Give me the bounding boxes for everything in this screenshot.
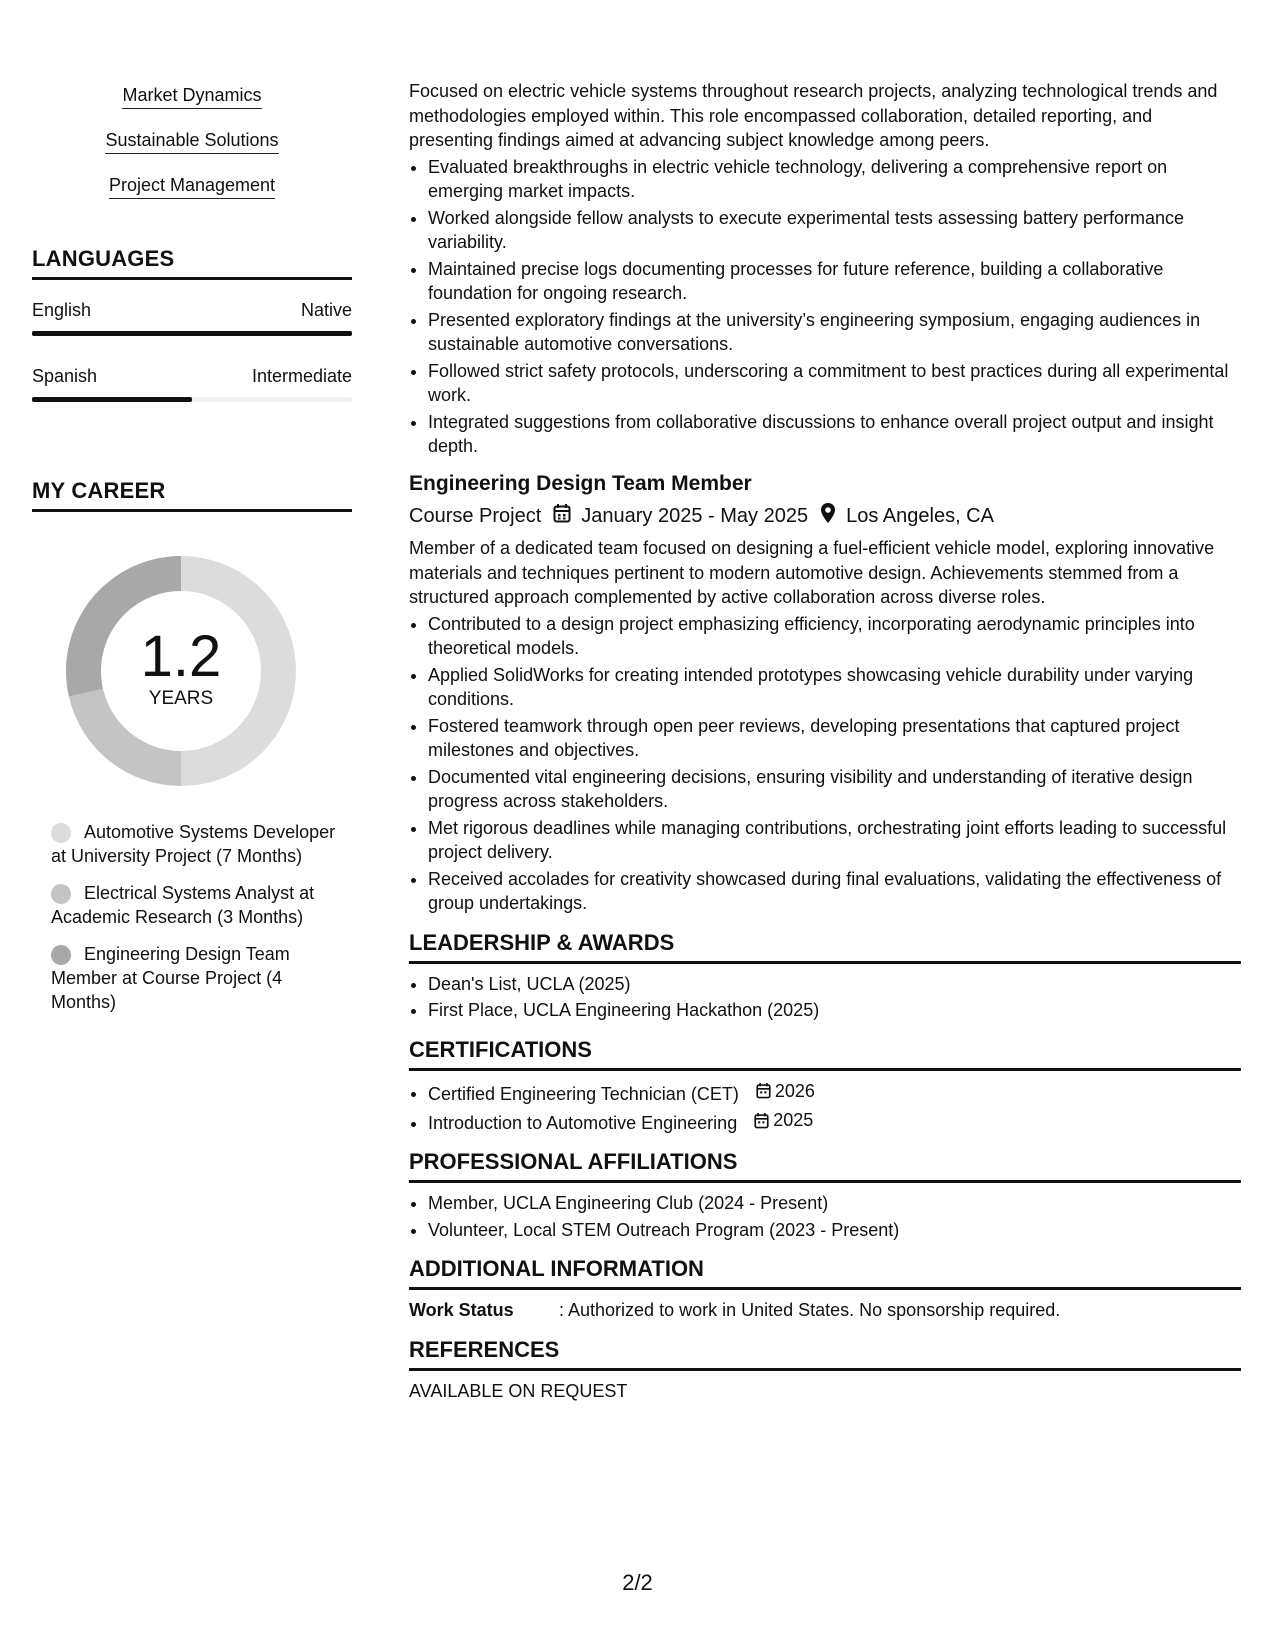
work-status-row [409,1298,1241,1323]
bullet-item: • Received accolades for creativity showcased during final evaluations, validating the effectiveness of group undertakings. [428,867,1241,916]
calendar-icon [754,1112,769,1129]
certification-item [428,1108,1241,1135]
language-bar-fill [32,397,192,402]
affiliation-item: • Member, UCLA Engineering Club (2024 - Present) [428,1191,1241,1216]
career-legend-item [51,820,341,868]
language-bar [32,331,352,336]
language-spanish [32,366,352,402]
career-legend-label: Automotive Systems Developer at University Project (7 Months) [51,822,336,866]
bullet-item: • Met rigorous deadlines while managing contributions, orchestrating joint efforts leading to successful project delivery. [428,816,1241,865]
certification-name: Certified Engineering Technician (CET) [428,1083,739,1104]
role-dates: January 2025 - May 2025 [581,504,809,527]
language-level: Native [300,300,352,320]
calendar-icon [553,503,571,530]
career-heading: MY CAREER [32,478,352,512]
skill-tag: Market Dynamics [122,85,261,109]
leadership-heading: LEADERSHIP & AWARDS [409,928,1241,964]
career-donut-chart [66,556,296,786]
map-pin-icon [820,502,836,531]
language-name: Spanish [32,366,98,386]
legend-dot [51,884,71,904]
bullet-item: • Contributed to a design project emphasizing efficiency, incorporating aerodynamic principles into theoretical models. [428,612,1241,661]
leadership-list [409,972,1241,1023]
bullet-item: • Worked alongside fellow analysts to execute experimental tests assessing battery performance variability. [428,206,1241,255]
calendar-icon [756,1082,771,1099]
language-bar-fill [32,331,352,336]
right-column [409,79,1241,1403]
work-status-value: : Authorized to work in United States. No sponsorship required. [559,1300,1061,1320]
career-years-unit: YEARS [148,688,214,709]
role-location: Los Angeles, CA [846,504,994,527]
legend-dot [51,823,71,843]
career-legend-item [51,942,341,1014]
language-bar [32,397,352,402]
language-english [32,300,352,336]
skill-tag: Project Management [109,175,275,199]
bullet-item: • Followed strict safety protocols, underscoring a commitment to best practices during all experimental work. [428,359,1241,408]
experience-summary: Focused on electric vehicle systems throughout research projects, analyzing technological trends and methodologies employed within. This role encompassed collaboration, detailed reporting, and presenting findings aimed at advancing subject knowledge among peers. [409,81,1218,150]
affiliations-list [409,1191,1241,1242]
references-heading: REFERENCES [409,1335,1241,1371]
certifications-heading: CERTIFICATIONS [409,1035,1241,1071]
role-summary: Member of a dedicated team focused on designing a fuel-efficient vehicle model, exploring innovative materials and techniques pertinent to modern automotive design. Achievements stemmed from a structured approach complemented by active collaboration across diverse roles. [409,538,1215,607]
language-name: English [32,300,92,320]
skill-tag: Sustainable Solutions [105,130,278,154]
career-legend-item [51,881,341,929]
affiliation-item: • Volunteer, Local STEM Outreach Program (2023 - Present) [428,1218,1241,1243]
award-item: • First Place, UCLA Engineering Hackathon (2025) [428,998,1241,1023]
language-level: Intermediate [251,366,352,386]
career-years-value: 1.2 [140,624,222,689]
career-legend-label: Electrical Systems Analyst at Academic Research (3 Months) [51,883,315,927]
bullet-item: • Integrated suggestions from collaborative discussions to enhance overall project output and insight depth. [428,410,1241,459]
role-title: Engineering Design Team Member [409,471,752,495]
role-organization: Course Project [409,504,542,527]
references-text: AVAILABLE ON REQUEST [409,1380,628,1401]
additional-info-heading: ADDITIONAL INFORMATION [409,1254,1241,1290]
skills-list [32,85,352,220]
certifications-list [409,1079,1241,1136]
bullet-item: • Fostered teamwork through open peer reviews, developing presentations that captured project milestones and objectives. [428,714,1241,763]
bullet-item: • Applied SolidWorks for creating intended prototypes showcasing vehicle durability under varying conditions. [428,663,1241,712]
certification-name: Introduction to Automotive Engineering [428,1112,738,1133]
bullet-item: • Presented exploratory findings at the university’s engineering symposium, engaging audiences in sustainable automotive conversations. [428,308,1241,357]
award-item: • Dean's List, UCLA (2025) [428,972,1241,997]
bullet-item: • Documented vital engineering decisions, ensuring visibility and understanding of iterative design progress across stakeholders. [428,765,1241,814]
experience-bullets [409,155,1241,459]
career-legend-label: Engineering Design Team Member at Course Project (4 Months) [51,944,290,1012]
affiliations-heading: PROFESSIONAL AFFILIATIONS [409,1147,1241,1183]
bullet-item: • Evaluated breakthroughs in electric vehicle technology, delivering a comprehensive report on emerging market impacts. [428,155,1241,204]
role-bullets [409,612,1241,916]
certification-year: 2025 [773,1109,814,1130]
certification-item [428,1079,1241,1106]
bullet-item: • Maintained precise logs documenting processes for future reference, building a collaborative foundation for ongoing research. [428,257,1241,306]
certification-year: 2026 [774,1080,815,1101]
languages-heading: LANGUAGES [32,246,352,280]
role-meta [409,502,1241,531]
left-column [32,85,352,1027]
career-legend [32,820,352,1014]
page-number: 2/2 [622,1570,653,1595]
work-status-label: Work Status [409,1300,514,1320]
legend-dot [51,945,71,965]
